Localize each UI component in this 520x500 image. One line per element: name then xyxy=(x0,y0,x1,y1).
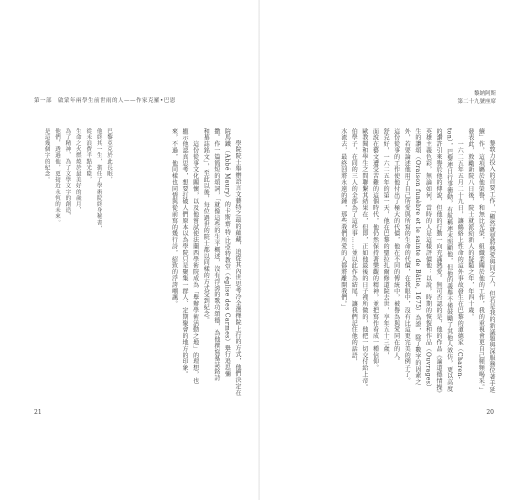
paragraph: 續」作，這項屬於他榮譽，和無比光榮，組織業關於他的工作，我的重視會更自己頻頻喝采。」 xyxy=(477,128,485,394)
paragraph: 來，不過，他同樣也同情與從前寫的幾行詩，紹致的浮誇嘲諷。 xyxy=(170,128,178,308)
paragraph: 外，若要論述他用了自己所愛與所寫的生命的代價，在我眼中，沒有比這更完美的例子了。 xyxy=(403,128,411,384)
running-head-line: 黎納阿斯 xyxy=(473,91,496,97)
left-body-text xyxy=(122,128,242,398)
paragraph: 英雄主義色彩，無論如何，當時的人是這樣評價他：以說，時期的恢復和作品（Ouvrages） xyxy=(424,128,432,391)
paragraph: 水流去，最終回將永遠的鍾，那些我們所愛的人都將離開我們。」 xyxy=(339,128,347,311)
paragraph: 這份從事文化關懷，以及他嘗試使法蘭西學術院成為「舉辦學術活動之地」的理想，也 xyxy=(191,128,199,384)
paragraph: 撒。作一篇簡短的頌詞，「就像這些的生平概述，沒有浮誇的歌功頌德，為他撰寫墓誌銘詩 xyxy=(212,128,220,381)
paragraph: 的讚許引來譽於他的傳說，但他的行動一向充滿熱愛。無可否認的是，他的作品《論道德情操》 xyxy=(435,128,443,397)
poem-line: 是這幾個字的紀念。 xyxy=(43,128,50,183)
poem-line: 生命之火燃燒於最美好的歲月， xyxy=(74,128,81,214)
paragraph: 黎敦力投入的首要工作，「顯然就要將熱愛與同之人，但若是我的新議題與深服務位著手延 xyxy=(488,140,495,393)
left-running-head: 第一部 啟蒙年兩學生前世雨的人——作家克羅•巴恩 xyxy=(34,98,176,104)
paragraph: 學院院士舉辦語言文藝特之最的蘊藏，追從其內世思考冷全選擇院上行的方式，他們決定在 xyxy=(234,140,241,396)
paragraph: 生的讚頌（Oraison funèbre et le sainte de Bâtie, 1675）為證，除了數字的因素之 xyxy=(413,128,421,386)
poem-line: 他終其一生，擔任了學術院終身秘書， xyxy=(95,128,102,232)
paragraph: 歐教聞和學生之間聯繫其結果在，但即，正如他最後的日子裡所做的，他把一切交付給上帝。 xyxy=(360,128,368,391)
left-page-number: 21 xyxy=(34,409,42,416)
paragraph: 院馬鐵（Abbé Maury）的卡斯齋·特·比亞特教堂（église des Carmes）舉行追思彌 xyxy=(223,128,231,378)
paragraph: 伯學子，在同的三人的全部為了這些事……並以此作為結尾，讓我們記住他的話語， xyxy=(350,128,358,365)
right-running-head xyxy=(457,90,496,106)
right-body-text xyxy=(320,128,496,398)
poem-line: 他們，透過他，更接近永恆的未來。 xyxy=(53,128,60,226)
paragraph: 舒克好，一六二五年的第一天，他在巴黎的聖拉扎爾修道院去世，享年五十三歲， xyxy=(382,128,390,359)
paragraph: ton），巴黎連日行事衝動，有航稱連末照顧他，但他的義舉不僅鼓勵了其他人效仿，更以高度 xyxy=(445,128,453,393)
poem-line: 為了精神，為了文學文字的創造， xyxy=(64,128,71,220)
paragraph: 和墓誌銘文」，至此以後，每位過世的院士都以同樣的方式受到紀念。 xyxy=(202,128,210,324)
epitaph-poem xyxy=(34,128,114,318)
paragraph: 顯示他認真思考，想要打破人們原本以為學院只是聚集一群人、定期聚會的地方的印象。 xyxy=(181,128,189,378)
poem-line: 巴黎亞克於此長眠， xyxy=(106,128,112,183)
right-page xyxy=(260,0,520,500)
poem-line: 從未浪費半點光陰， xyxy=(85,128,92,183)
paragraph: 發表此，敦勵新院八日後，院士就派給新人的疑隨之年，年四十歲。 xyxy=(466,128,474,320)
paragraph: 一六二五年五月二十九日，讓鶴絡上性命的這外事故發生在巴黎的道德家（Charen- xyxy=(456,128,464,380)
paragraph: 這份從事的工作使他付出了極大的代價，他在不同的傳統中，被譽為與愛同在的人。 xyxy=(392,128,400,365)
running-head-line: 第二十九號座席 xyxy=(457,99,496,105)
paragraph: 面說在藝文遭受苦難的這個時代，他仍然保持著樂觀的精神，並把寫作看成一種信仰。 xyxy=(371,128,379,372)
right-page-number: 20 xyxy=(486,409,494,416)
